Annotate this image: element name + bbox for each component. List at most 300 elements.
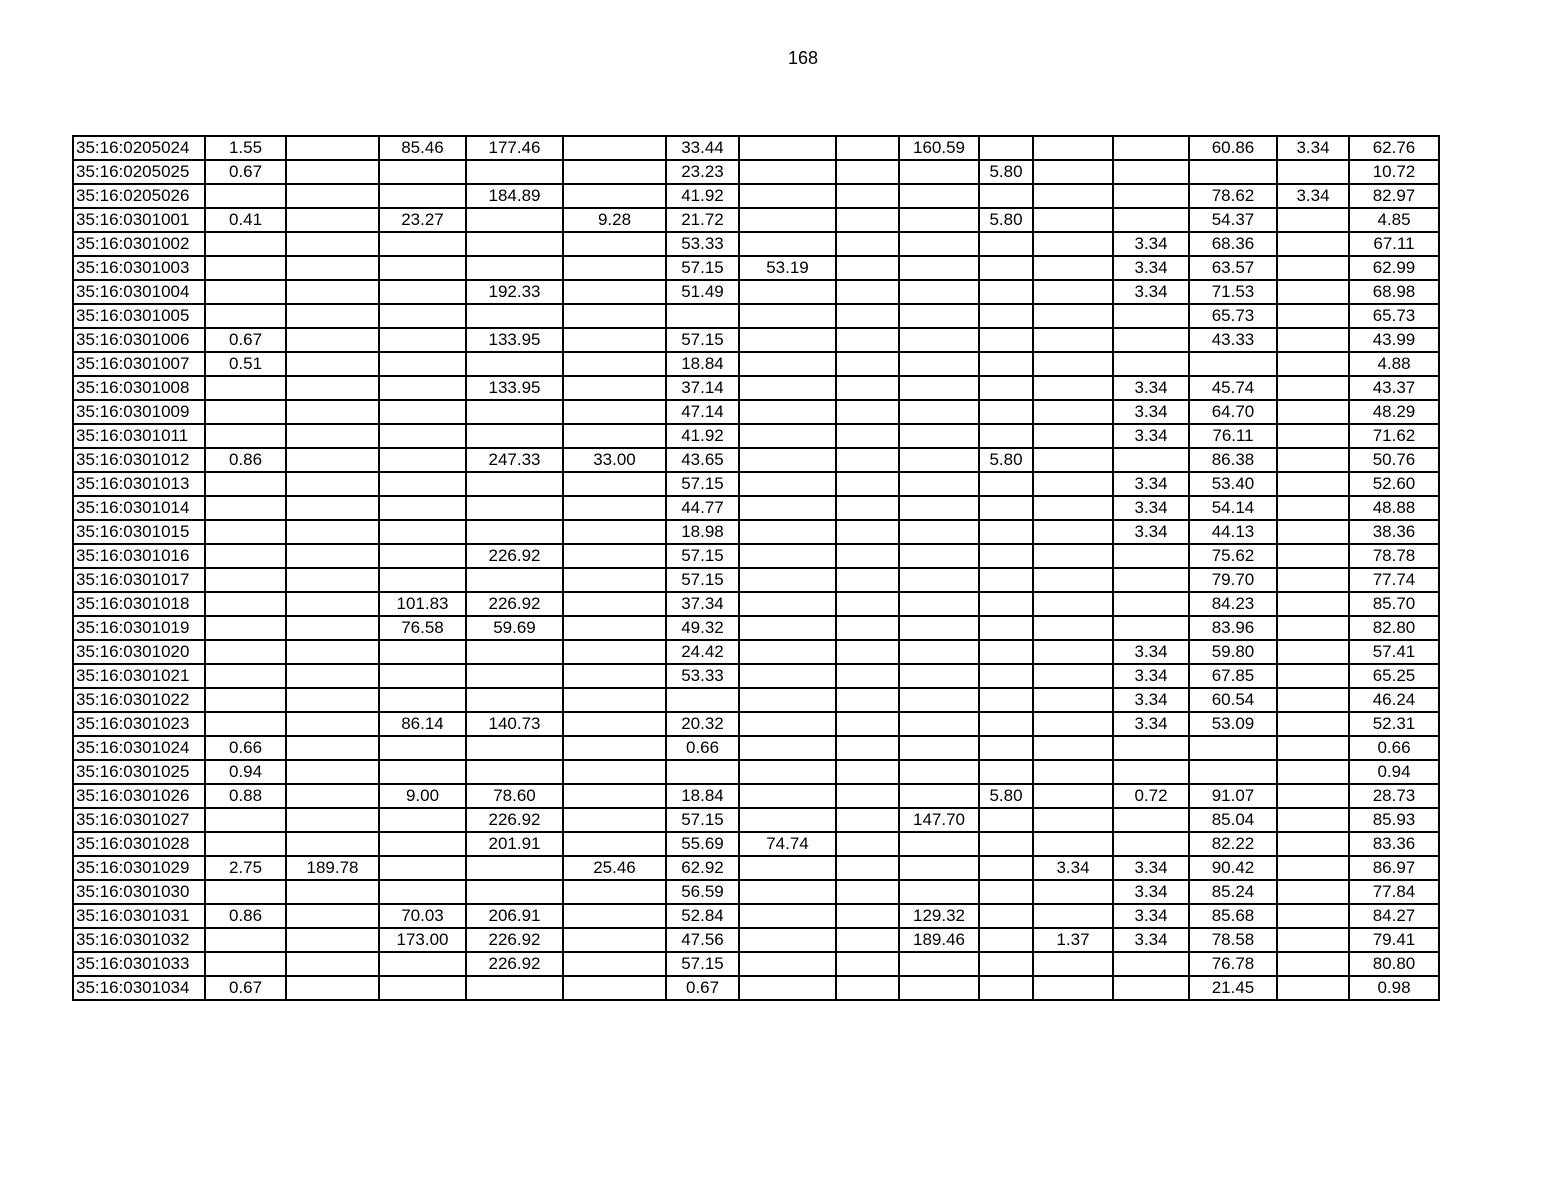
table-cell: 76.78 <box>1189 952 1277 976</box>
table-cell <box>899 256 979 280</box>
table-row <box>73 976 1439 1000</box>
table-cell: 189.46 <box>899 928 979 952</box>
table-cell: 3.34 <box>1113 496 1189 520</box>
table-cell <box>286 304 379 328</box>
table-row <box>73 616 1439 640</box>
table-cell <box>1113 736 1189 760</box>
row-id-cell: 35:16:0301023 <box>73 712 205 736</box>
table-cell <box>205 616 286 640</box>
table-cell: 57.15 <box>666 544 739 568</box>
row-id-cell: 35:16:0301030 <box>73 880 205 904</box>
table-cell: 54.14 <box>1189 496 1277 520</box>
table-cell: 85.70 <box>1349 592 1439 616</box>
table-cell <box>979 880 1033 904</box>
table-cell <box>286 832 379 856</box>
table-cell <box>466 976 563 1000</box>
table-cell <box>205 400 286 424</box>
table-cell <box>836 904 899 928</box>
table-cell <box>466 232 563 256</box>
row-id-cell: 35:16:0301002 <box>73 232 205 256</box>
table-cell <box>205 664 286 688</box>
table-cell: 82.80 <box>1349 616 1439 640</box>
table-cell <box>205 568 286 592</box>
table-cell: 1.55 <box>205 136 286 160</box>
table-cell <box>836 856 899 880</box>
table-row <box>73 904 1439 928</box>
table-cell <box>205 472 286 496</box>
table-cell <box>1033 592 1113 616</box>
table-cell <box>379 568 466 592</box>
table-cell: 86.14 <box>379 712 466 736</box>
table-cell <box>286 928 379 952</box>
table-cell <box>563 520 666 544</box>
table-cell <box>979 232 1033 256</box>
table-cell <box>836 232 899 256</box>
table-cell <box>899 424 979 448</box>
table-cell <box>836 592 899 616</box>
table-cell <box>899 208 979 232</box>
table-cell <box>899 664 979 688</box>
table-cell: 226.92 <box>466 544 563 568</box>
table-cell <box>563 472 666 496</box>
table-cell <box>836 736 899 760</box>
table-row <box>73 496 1439 520</box>
table-cell <box>563 280 666 304</box>
table-row <box>73 232 1439 256</box>
table-cell <box>1033 256 1113 280</box>
table-cell: 41.92 <box>666 424 739 448</box>
table-cell <box>739 760 836 784</box>
table-cell: 51.49 <box>666 280 739 304</box>
table-cell <box>205 832 286 856</box>
table-cell <box>1277 208 1349 232</box>
table-cell <box>739 424 836 448</box>
table-cell <box>1033 664 1113 688</box>
table-cell: 52.31 <box>1349 712 1439 736</box>
table-cell <box>739 184 836 208</box>
table-cell <box>1189 736 1277 760</box>
table-cell: 52.60 <box>1349 472 1439 496</box>
table-cell: 49.32 <box>666 616 739 640</box>
table-cell: 0.41 <box>205 208 286 232</box>
table-cell: 44.77 <box>666 496 739 520</box>
table-cell <box>1277 976 1349 1000</box>
table-cell <box>666 760 739 784</box>
table-cell <box>899 472 979 496</box>
table-cell <box>466 472 563 496</box>
row-id-cell: 35:16:0301032 <box>73 928 205 952</box>
table-cell <box>466 568 563 592</box>
table-cell <box>1189 160 1277 184</box>
table-cell <box>836 952 899 976</box>
table-cell <box>899 496 979 520</box>
table-cell <box>899 784 979 808</box>
table-cell <box>1113 616 1189 640</box>
table-cell: 192.33 <box>466 280 563 304</box>
table-cell <box>1033 448 1113 472</box>
table-cell <box>286 784 379 808</box>
table-cell <box>1113 760 1189 784</box>
table-cell: 68.98 <box>1349 280 1439 304</box>
table-cell: 78.62 <box>1189 184 1277 208</box>
table-cell <box>379 376 466 400</box>
table-cell: 0.66 <box>205 736 286 760</box>
table-cell: 76.58 <box>379 616 466 640</box>
table-cell <box>979 256 1033 280</box>
table-cell <box>979 952 1033 976</box>
table-cell: 43.65 <box>666 448 739 472</box>
table-cell <box>286 736 379 760</box>
row-id-cell: 35:16:0205025 <box>73 160 205 184</box>
row-id-cell: 35:16:0301027 <box>73 808 205 832</box>
table-cell <box>899 952 979 976</box>
table-cell: 71.53 <box>1189 280 1277 304</box>
table-cell <box>1033 688 1113 712</box>
table-cell: 21.72 <box>666 208 739 232</box>
table-row <box>73 712 1439 736</box>
table-cell <box>899 184 979 208</box>
table-cell: 3.34 <box>1113 472 1189 496</box>
table-cell: 85.24 <box>1189 880 1277 904</box>
table-cell: 65.73 <box>1349 304 1439 328</box>
row-id-cell: 35:16:0301004 <box>73 280 205 304</box>
table-cell <box>979 472 1033 496</box>
table-row <box>73 352 1439 376</box>
table-cell <box>739 592 836 616</box>
row-id-cell: 35:16:0301031 <box>73 904 205 928</box>
table-cell: 4.85 <box>1349 208 1439 232</box>
table-cell <box>739 376 836 400</box>
table-cell <box>739 328 836 352</box>
table-cell: 50.76 <box>1349 448 1439 472</box>
table-cell <box>563 496 666 520</box>
table-cell <box>979 640 1033 664</box>
table-cell: 43.33 <box>1189 328 1277 352</box>
table-cell <box>286 232 379 256</box>
table-cell <box>836 520 899 544</box>
table-cell <box>1277 472 1349 496</box>
table-cell <box>1277 232 1349 256</box>
table-cell <box>739 280 836 304</box>
table-cell <box>1277 736 1349 760</box>
table-cell <box>899 232 979 256</box>
table-row <box>73 688 1439 712</box>
table-cell: 18.84 <box>666 784 739 808</box>
table-cell <box>836 280 899 304</box>
table-row <box>73 640 1439 664</box>
table-cell: 3.34 <box>1113 664 1189 688</box>
table-cell <box>899 352 979 376</box>
table-cell: 52.84 <box>666 904 739 928</box>
table-cell: 160.59 <box>899 136 979 160</box>
table-cell: 226.92 <box>466 592 563 616</box>
table-row <box>73 520 1439 544</box>
table-cell <box>1277 616 1349 640</box>
table-cell <box>379 688 466 712</box>
table-cell <box>1033 760 1113 784</box>
table-cell: 3.34 <box>1113 904 1189 928</box>
table-cell: 3.34 <box>1113 688 1189 712</box>
table-cell <box>836 256 899 280</box>
table-cell <box>836 568 899 592</box>
table-cell: 90.42 <box>1189 856 1277 880</box>
table-cell <box>286 472 379 496</box>
table-cell: 60.54 <box>1189 688 1277 712</box>
table-cell <box>379 856 466 880</box>
table-cell <box>205 520 286 544</box>
table-cell <box>286 664 379 688</box>
table-cell: 47.14 <box>666 400 739 424</box>
table-cell <box>379 952 466 976</box>
table-cell <box>1113 208 1189 232</box>
table-cell <box>1033 880 1113 904</box>
table-cell <box>205 424 286 448</box>
table-cell: 177.46 <box>466 136 563 160</box>
table-cell <box>1033 400 1113 424</box>
row-id-cell: 35:16:0205026 <box>73 184 205 208</box>
table-cell <box>286 376 379 400</box>
table-cell: 24.42 <box>666 640 739 664</box>
table-cell: 54.37 <box>1189 208 1277 232</box>
table-cell <box>836 304 899 328</box>
table-cell <box>899 832 979 856</box>
table-cell <box>1277 304 1349 328</box>
table-cell <box>466 736 563 760</box>
table-cell: 0.66 <box>666 736 739 760</box>
table-cell <box>466 400 563 424</box>
table-cell <box>739 640 836 664</box>
row-id-cell: 35:16:0301028 <box>73 832 205 856</box>
table-cell <box>979 688 1033 712</box>
table-cell <box>739 448 836 472</box>
table-cell: 79.41 <box>1349 928 1439 952</box>
table-cell <box>563 424 666 448</box>
table-cell <box>1189 760 1277 784</box>
table-cell <box>1277 280 1349 304</box>
table-cell: 3.34 <box>1033 856 1113 880</box>
row-id-cell: 35:16:0301020 <box>73 640 205 664</box>
table-cell <box>563 184 666 208</box>
table-cell <box>466 424 563 448</box>
table-cell <box>286 352 379 376</box>
table-cell <box>286 496 379 520</box>
table-cell: 77.74 <box>1349 568 1439 592</box>
table-cell: 0.86 <box>205 904 286 928</box>
table-cell: 60.86 <box>1189 136 1277 160</box>
table-cell <box>563 568 666 592</box>
table-cell <box>1113 952 1189 976</box>
table-row <box>73 184 1439 208</box>
table-cell <box>205 640 286 664</box>
table-cell <box>205 256 286 280</box>
table-row <box>73 544 1439 568</box>
table-cell <box>979 712 1033 736</box>
table-cell <box>899 976 979 1000</box>
table-cell <box>1033 520 1113 544</box>
table-cell: 76.11 <box>1189 424 1277 448</box>
table-cell <box>739 208 836 232</box>
table-row <box>73 400 1439 424</box>
table-cell: 147.70 <box>899 808 979 832</box>
table-row <box>73 376 1439 400</box>
table-cell <box>899 712 979 736</box>
table-cell <box>739 712 836 736</box>
table-cell <box>739 352 836 376</box>
table-cell <box>379 304 466 328</box>
table-cell <box>1033 232 1113 256</box>
table-cell <box>1277 544 1349 568</box>
table-cell <box>1113 544 1189 568</box>
table-cell <box>739 784 836 808</box>
table-row <box>73 304 1439 328</box>
page-number: 168 <box>787 48 819 68</box>
table-cell <box>1277 856 1349 880</box>
table-cell: 75.62 <box>1189 544 1277 568</box>
table-cell: 0.67 <box>666 976 739 1000</box>
table-cell: 59.69 <box>466 616 563 640</box>
table-cell <box>836 352 899 376</box>
table-cell <box>1277 400 1349 424</box>
table-cell <box>1033 472 1113 496</box>
table-cell <box>286 592 379 616</box>
table-cell <box>563 640 666 664</box>
table-cell <box>205 280 286 304</box>
table-cell: 3.34 <box>1113 928 1189 952</box>
table-cell: 0.67 <box>205 976 286 1000</box>
table-row <box>73 592 1439 616</box>
table-cell <box>1277 328 1349 352</box>
table-cell <box>286 520 379 544</box>
table-cell: 0.94 <box>205 760 286 784</box>
table-cell <box>466 304 563 328</box>
table-cell: 226.92 <box>466 952 563 976</box>
row-id-cell: 35:16:0301001 <box>73 208 205 232</box>
table-cell: 83.36 <box>1349 832 1439 856</box>
table-cell: 3.34 <box>1113 424 1189 448</box>
table-cell <box>1113 592 1189 616</box>
row-id-cell: 35:16:0301029 <box>73 856 205 880</box>
table-cell <box>979 808 1033 832</box>
row-id-cell: 35:16:0301005 <box>73 304 205 328</box>
table-cell: 70.03 <box>379 904 466 928</box>
table-cell <box>739 904 836 928</box>
table-cell: 67.85 <box>1189 664 1277 688</box>
table-cell <box>563 712 666 736</box>
table-cell <box>979 328 1033 352</box>
table-cell <box>836 136 899 160</box>
table-cell <box>563 808 666 832</box>
table-cell: 18.84 <box>666 352 739 376</box>
table-cell <box>1033 352 1113 376</box>
table-cell: 67.11 <box>1349 232 1439 256</box>
table-cell <box>1113 976 1189 1000</box>
table-cell <box>1277 568 1349 592</box>
table-cell <box>379 496 466 520</box>
table-cell: 65.73 <box>1189 304 1277 328</box>
table-cell <box>1113 184 1189 208</box>
table-cell <box>379 880 466 904</box>
table-cell <box>836 184 899 208</box>
table-cell: 65.25 <box>1349 664 1439 688</box>
table-cell <box>466 760 563 784</box>
table-cell: 10.72 <box>1349 160 1439 184</box>
row-id-cell: 35:16:0301024 <box>73 736 205 760</box>
table-cell: 85.93 <box>1349 808 1439 832</box>
table-cell <box>739 880 836 904</box>
table-cell <box>1113 832 1189 856</box>
table-cell <box>466 496 563 520</box>
table-cell <box>979 400 1033 424</box>
table-cell <box>739 400 836 424</box>
table-cell <box>286 328 379 352</box>
table-cell <box>979 496 1033 520</box>
table-cell <box>836 616 899 640</box>
table-cell <box>1033 808 1113 832</box>
table-cell: 2.75 <box>205 856 286 880</box>
table-cell: 37.34 <box>666 592 739 616</box>
table-cell <box>836 472 899 496</box>
table-cell <box>286 616 379 640</box>
row-id-cell: 35:16:0301011 <box>73 424 205 448</box>
table-cell <box>1033 736 1113 760</box>
table-cell <box>899 592 979 616</box>
table-cell <box>836 544 899 568</box>
table-cell: 3.34 <box>1113 280 1189 304</box>
table-cell <box>286 256 379 280</box>
table-cell <box>836 760 899 784</box>
data-table <box>72 135 1440 1001</box>
table-cell <box>979 856 1033 880</box>
table-cell <box>379 520 466 544</box>
table-cell: 0.94 <box>1349 760 1439 784</box>
table-cell <box>899 736 979 760</box>
row-id-cell: 35:16:0301018 <box>73 592 205 616</box>
table-cell: 9.00 <box>379 784 466 808</box>
table-cell <box>979 184 1033 208</box>
table-cell <box>739 520 836 544</box>
table-cell <box>205 808 286 832</box>
table-cell <box>466 856 563 880</box>
table-cell <box>979 664 1033 688</box>
table-cell <box>1277 640 1349 664</box>
table-cell <box>739 616 836 640</box>
table-cell <box>466 208 563 232</box>
table-cell: 85.04 <box>1189 808 1277 832</box>
table-cell <box>286 184 379 208</box>
table-cell <box>1033 832 1113 856</box>
table-cell: 3.34 <box>1113 856 1189 880</box>
table-cell: 45.74 <box>1189 376 1277 400</box>
table-cell <box>1033 544 1113 568</box>
table-cell <box>899 400 979 424</box>
table-cell <box>836 160 899 184</box>
row-id-cell: 35:16:0301034 <box>73 976 205 1000</box>
table-cell: 83.96 <box>1189 616 1277 640</box>
table-cell: 53.33 <box>666 232 739 256</box>
table-cell: 74.74 <box>739 832 836 856</box>
table-cell: 85.68 <box>1189 904 1277 928</box>
table-cell <box>899 688 979 712</box>
table-cell <box>1277 784 1349 808</box>
table-cell <box>979 568 1033 592</box>
table-cell: 47.56 <box>666 928 739 952</box>
table-cell <box>379 736 466 760</box>
table-cell <box>286 976 379 1000</box>
table-cell <box>899 328 979 352</box>
table-cell <box>286 688 379 712</box>
table-cell: 1.37 <box>1033 928 1113 952</box>
table-cell <box>1189 352 1277 376</box>
